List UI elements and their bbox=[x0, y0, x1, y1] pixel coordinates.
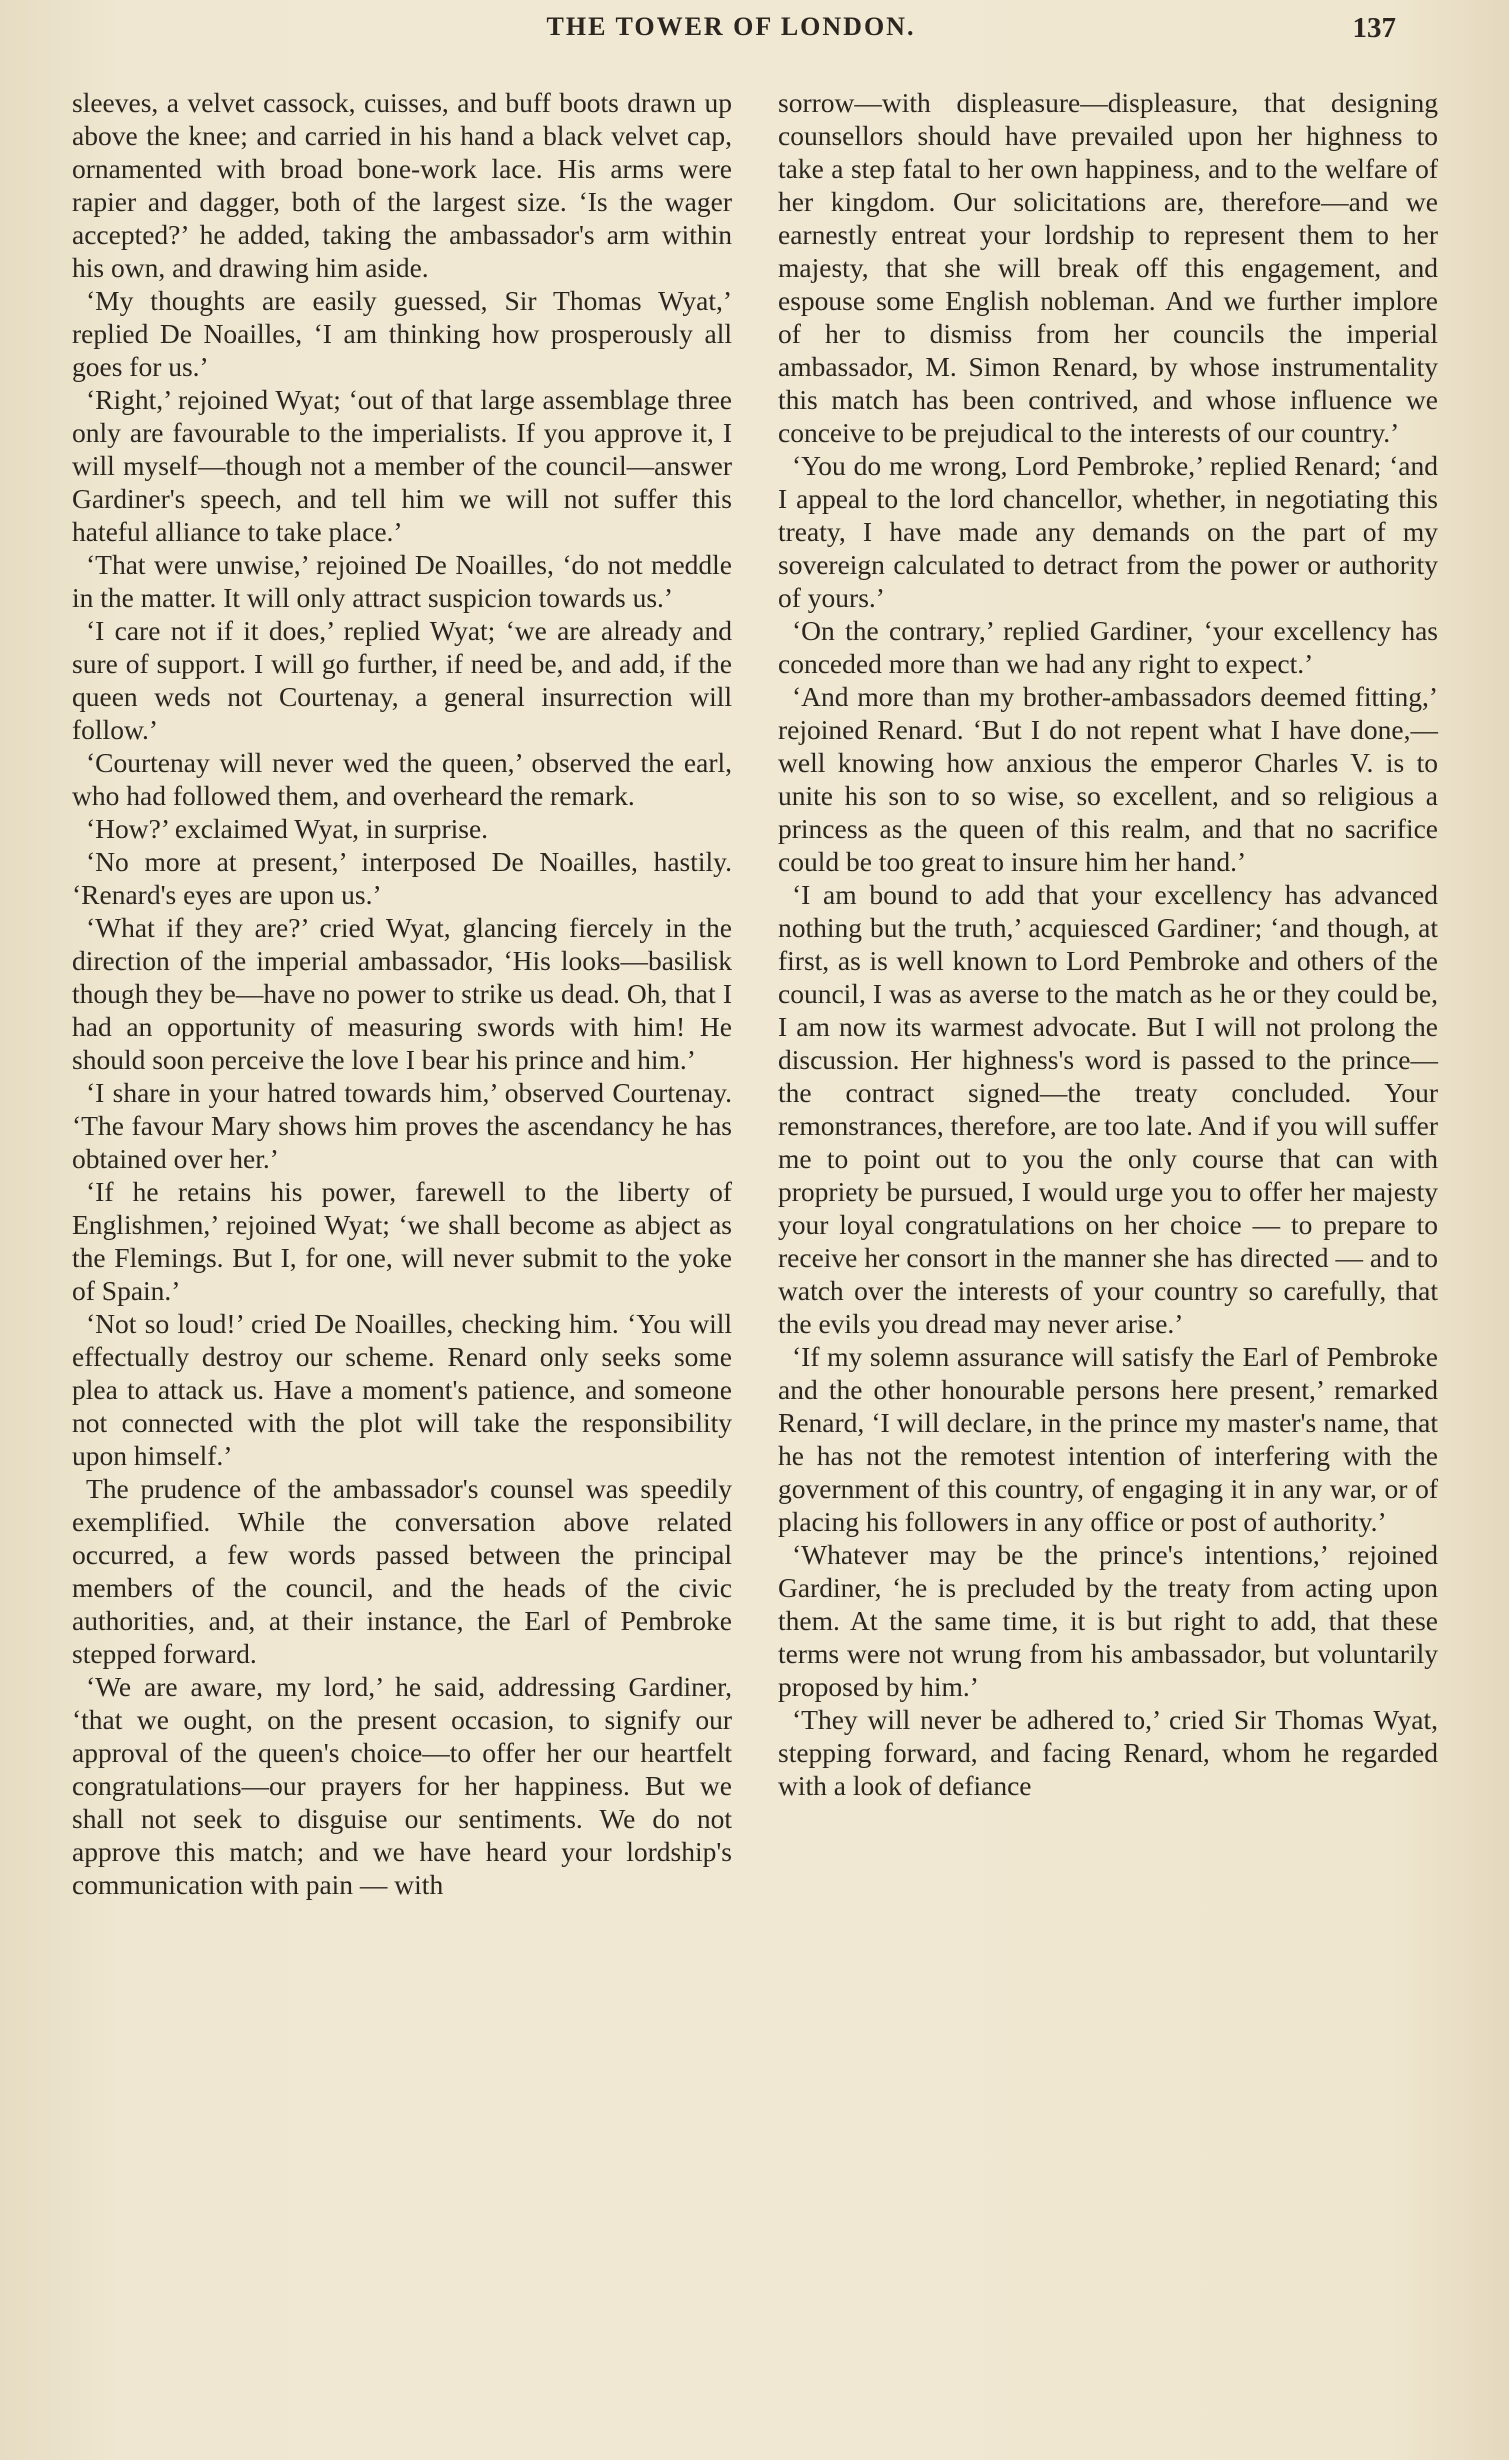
paragraph: ‘I care not if it does,’ replied Wyat; ‘we are already and sure of support. I will go further, if need be, and add, if the queen weds not Courtenay, a general insurrection will follow.’ bbox=[72, 615, 732, 745]
page-number: 137 bbox=[1352, 12, 1396, 44]
paragraph: ‘They will never be adhered to,’ cried Sir Thomas Wyat, stepping forward, and facing Renard, whom he regarded with a look of defiance bbox=[778, 1704, 1438, 1801]
paragraph: ‘No more at present,’ interposed De Noailles, hastily. ‘Renard's eyes are upon us.’ bbox=[72, 846, 732, 910]
paragraph: The prudence of the ambassador's counsel was speedily exemplified. While the conversation above related occurred, a few words passed between the principal members of the council, and the heads of the civic authorities, and, at their instance, the Earl of Pembroke stepped forward. bbox=[72, 1473, 732, 1669]
paragraph: ‘We are aware, my lord,’ he said, addressing Gardiner, ‘that we ought, on the present occasion, to signify our approval of the queen's choice—to offer her our heartfelt congratulations—our prayers for her happiness. But we shall not seek to disguise our sentiments. We do not approve this match; and we have heard your lordship's communication with pain — with bbox=[72, 1671, 732, 1900]
paragraph: ‘I am bound to add that your excellency has advanced nothing but the truth,’ acquiesced Gardiner; ‘and though, at first, as is well known to Lord Pembroke and others of the council, I was as averse to the match as he or they could be, I am now its warmest advocate. But I will not prolong the discussion. Her highness's word is passed to the prince—the contract signed—the treaty concluded. Your remonstrances, therefore, are too late. And if you will suffer me to point out to you the only course that can with propriety be pursued, I would urge you to offer her majesty your loyal congratulations on her choice — to prepare to receive her consort in the manner she has directed — and to watch over the interests of your country so carefully, that the evils you dread may never arise.’ bbox=[778, 879, 1438, 1339]
paragraph: ‘How?’ exclaimed Wyat, in surprise. bbox=[86, 813, 489, 844]
paragraph: ‘And more than my brother-ambassadors deemed fitting,’ rejoined Renard. ‘But I do not repent what I have done,—well knowing how anxious the emperor Charles V. is to unite his son to so wise, so excellent, and so religious a princess as the queen of this realm, and that no sacrifice could be too great to insure him her hand.’ bbox=[778, 681, 1438, 877]
page-header bbox=[66, 12, 1396, 52]
left-column bbox=[72, 86, 732, 1901]
paragraph: ‘My thoughts are easily guessed, Sir Thomas Wyat,’ replied De Noailles, ‘I am thinking how prosperously all goes for us.’ bbox=[72, 285, 732, 382]
paragraph: ‘What if they are?’ cried Wyat, glancing fiercely in the direction of the imperial ambassador, ‘His looks—basilisk though they be—have no power to strike us dead. Oh, that I had an opportunity of measuring swords with him! He should soon perceive the love I bear his prince and him.’ bbox=[72, 912, 732, 1075]
paragraph: ‘On the contrary,’ replied Gardiner, ‘your excellency has conceded more than we had any right to expect.’ bbox=[778, 615, 1438, 679]
paragraph: ‘If he retains his power, farewell to the liberty of Englishmen,’ rejoined Wyat; ‘we shall become as abject as the Flemings. But I, for one, will never submit to the yoke of Spain.’ bbox=[72, 1176, 732, 1306]
paragraph: sorrow—with displeasure—displeasure, that designing counsellors should have prevailed upon her highness to take a step fatal to her own happiness, and to the welfare of her kingdom. Our solicitations are, therefore—and we earnestly entreat your lordship to represent them to her majesty, that she will break off this engagement, and espouse some English nobleman. And we further implore of her to dismiss from her councils the imperial ambassador, M. Simon Renard, by whose instrumentality this match has been contrived, and whose influence we conceive to be prejudical to the interests of our country.’ bbox=[778, 87, 1438, 448]
running-title: THE TOWER OF LONDON. bbox=[546, 12, 916, 41]
paragraph: ‘That were unwise,’ rejoined De Noailles, ‘do not meddle in the matter. It will only attract suspicion towards us.’ bbox=[72, 549, 732, 613]
paragraph: sleeves, a velvet cassock, cuisses, and buff boots drawn up above the knee; and carried in his hand a black velvet cap, ornamented with broad bone-work lace. His arms were rapier and dagger, both of the largest size. ‘Is the wager accepted?’ he added, taking the ambassador's arm within his own, and drawing him aside. bbox=[72, 87, 732, 283]
paragraph: ‘You do me wrong, Lord Pembroke,’ replied Renard; ‘and I appeal to the lord chancellor, whether, in negotiating this treaty, I have made any demands on the part of my sovereign calculated to detract from the power or authority of yours.’ bbox=[778, 450, 1438, 613]
paragraph: ‘Whatever may be the prince's intentions,’ rejoined Gardiner, ‘he is precluded by the treaty from acting upon them. At the same time, it is but right to add, that these terms were not wrung from his ambassador, but voluntarily proposed by him.’ bbox=[778, 1539, 1438, 1702]
right-column bbox=[778, 86, 1438, 1802]
paragraph: ‘I share in your hatred towards him,’ observed Courtenay. ‘The favour Mary shows him proves the ascendancy he has obtained over her.’ bbox=[72, 1077, 732, 1174]
paragraph: ‘Not so loud!’ cried De Noailles, checking him. ‘You will effectually destroy our scheme. Renard only seeks some plea to attack us. Have a moment's patience, and someone not connected with the plot will take the responsibility upon himself.’ bbox=[72, 1308, 732, 1471]
paragraph: ‘Courtenay will never wed the queen,’ observed the earl, who had followed them, and overheard the remark. bbox=[72, 747, 732, 811]
paragraph: ‘Right,’ rejoined Wyat; ‘out of that large assemblage three only are favourable to the imperialists. If you approve it, I will myself—though not a member of the council—answer Gardiner's speech, and tell him we will not suffer this hateful alliance to take place.’ bbox=[72, 384, 732, 547]
paragraph: ‘If my solemn assurance will satisfy the Earl of Pembroke and the other honourable persons here present,’ remarked Renard, ‘I will declare, in the prince my master's name, that he has not the remotest intention of interfering with the government of this country, of engaging it in any war, or of placing his followers in any office or post of authority.’ bbox=[778, 1341, 1438, 1537]
